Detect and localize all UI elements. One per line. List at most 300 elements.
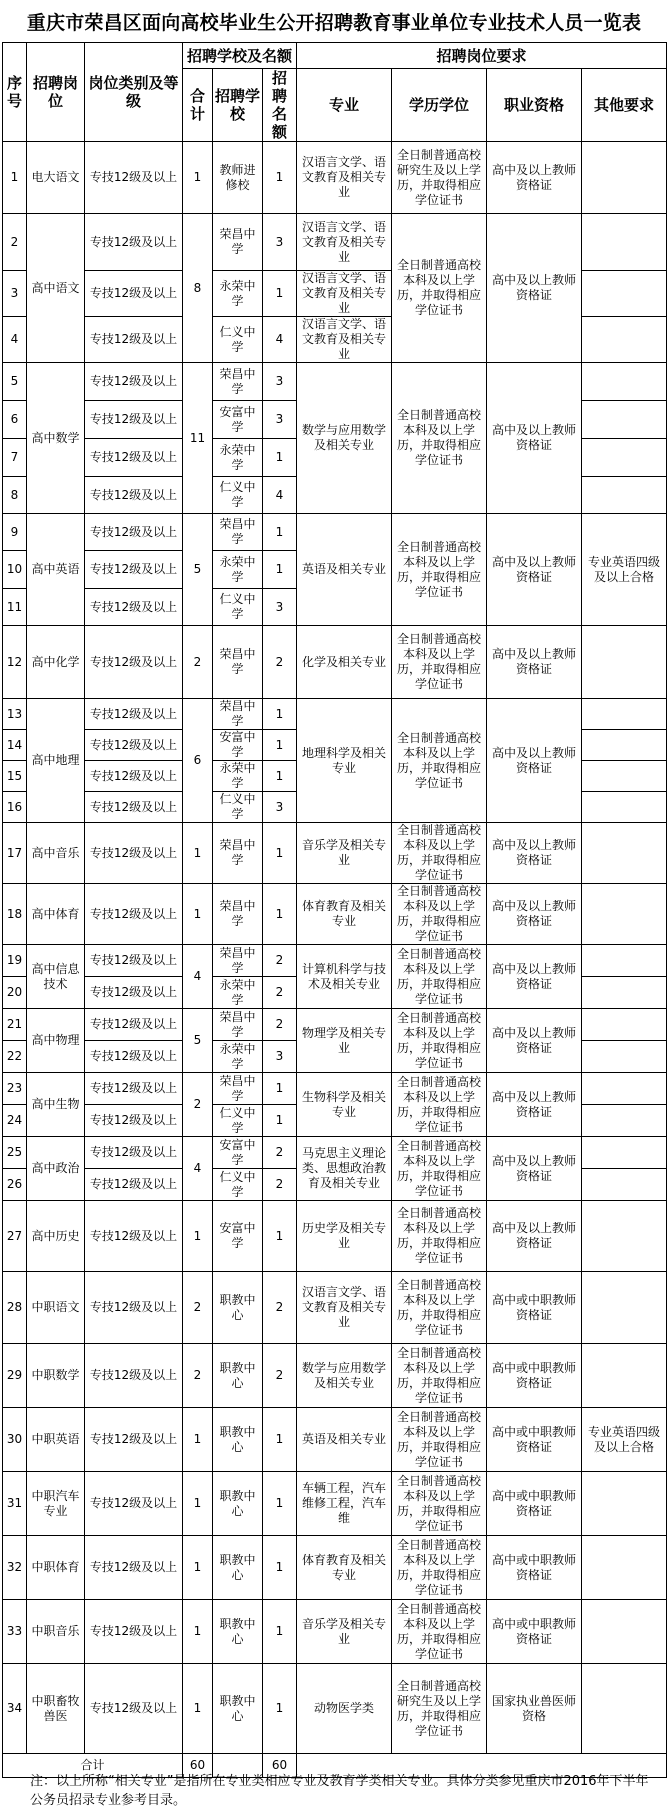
- quota-cell: 1: [263, 439, 297, 477]
- degree-cell: 全日制普通高校本科及以上学历，并取得相应学位证书: [392, 363, 487, 514]
- total-cell: 2: [183, 626, 213, 699]
- seq-cell: 3: [3, 271, 27, 317]
- quota-cell: 3: [263, 589, 297, 626]
- category-cell: 专技12级及以上: [85, 401, 183, 439]
- major-cell: 数学与应用数学及相关专业: [297, 363, 392, 514]
- header-position: 招聘岗位: [27, 43, 85, 142]
- quota-cell: 1: [263, 1664, 297, 1754]
- other-cell: [582, 977, 667, 1009]
- category-cell: 专技12级及以上: [85, 439, 183, 477]
- quota-cell: 2: [263, 945, 297, 977]
- position-cell: 高中历史: [27, 1201, 85, 1272]
- other-cell: [582, 1272, 667, 1344]
- category-cell: 专技12级及以上: [85, 730, 183, 761]
- school-cell: 安富中学: [213, 401, 263, 439]
- qualification-cell: 高中及以上教师资格证: [487, 1009, 582, 1073]
- major-cell: 音乐学及相关专业: [297, 823, 392, 884]
- seq-cell: 31: [3, 1472, 27, 1536]
- quota-cell: 3: [263, 214, 297, 271]
- major-cell: 汉语言文学、语文教育及相关专业: [297, 1272, 392, 1344]
- major-cell: 物理学及相关专业: [297, 1009, 392, 1073]
- table-row: [3, 1272, 667, 1344]
- category-cell: 专技12级及以上: [85, 945, 183, 977]
- header-seq: 序号: [3, 43, 27, 142]
- category-cell: 专技12级及以上: [85, 1169, 183, 1201]
- total-cell: 2: [183, 1272, 213, 1344]
- major-cell: 化学及相关专业: [297, 626, 392, 699]
- school-cell: 仁义中学: [213, 1105, 263, 1137]
- school-cell: 职教中心: [213, 1272, 263, 1344]
- position-cell: 高中物理: [27, 1009, 85, 1073]
- seq-cell: 17: [3, 823, 27, 884]
- qualification-cell: 高中及以上教师资格证: [487, 363, 582, 514]
- position-cell: 中职体育: [27, 1536, 85, 1600]
- quota-cell: 3: [263, 363, 297, 401]
- position-cell: 高中地理: [27, 699, 85, 823]
- seq-cell: 26: [3, 1169, 27, 1201]
- position-cell: 高中数学: [27, 363, 85, 514]
- seq-cell: 29: [3, 1344, 27, 1408]
- quota-cell: 1: [263, 1073, 297, 1105]
- table-row: [3, 699, 667, 730]
- category-cell: 专技12级及以上: [85, 761, 183, 792]
- total-cell: 11: [183, 363, 213, 514]
- seq-cell: 8: [3, 477, 27, 514]
- category-cell: 专技12级及以上: [85, 1137, 183, 1169]
- degree-cell: 全日制普通高校研究生及以上学历，并取得相应学位证书: [392, 142, 487, 214]
- major-cell: 汉语言文学、语文教育及相关专业: [297, 142, 392, 214]
- table-row: [3, 1536, 667, 1600]
- other-cell: [582, 699, 667, 730]
- other-cell: [582, 1344, 667, 1408]
- seq-cell: 19: [3, 945, 27, 977]
- qualification-cell: 高中及以上教师资格证: [487, 142, 582, 214]
- total-cell: 5: [183, 1009, 213, 1073]
- school-cell: 职教中心: [213, 1664, 263, 1754]
- seq-cell: 10: [3, 551, 27, 589]
- category-cell: 专技12级及以上: [85, 551, 183, 589]
- category-cell: 专技12级及以上: [85, 214, 183, 271]
- school-cell: 荣昌中学: [213, 699, 263, 730]
- major-cell: 英语及相关专业: [297, 1408, 392, 1472]
- category-cell: 专技12级及以上: [85, 1408, 183, 1472]
- other-cell: [582, 477, 667, 514]
- summary-total: 60: [183, 1754, 213, 1778]
- total-cell: 1: [183, 1600, 213, 1664]
- quota-cell: 2: [263, 1272, 297, 1344]
- table-row: [3, 1472, 667, 1536]
- summary-label: 合计: [3, 1754, 183, 1778]
- other-cell: [582, 761, 667, 792]
- qualification-cell: 高中及以上教师资格证: [487, 214, 582, 363]
- seq-cell: 20: [3, 977, 27, 1009]
- quota-cell: 1: [263, 1201, 297, 1272]
- major-cell: 车辆工程，汽车维修工程，汽车维: [297, 1472, 392, 1536]
- page-title: 重庆市荣昌区面向高校毕业生公开招聘教育事业单位专业技术人员一览表: [26, 11, 642, 34]
- table-row: [3, 214, 667, 271]
- header-major: 专业: [297, 69, 392, 142]
- degree-cell: 全日制普通高校本科及以上学历，并取得相应学位证书: [392, 214, 487, 363]
- table-row: [3, 142, 667, 214]
- other-cell: [582, 1664, 667, 1754]
- degree-cell: 全日制普通高校本科及以上学历，并取得相应学位证书: [392, 823, 487, 884]
- quota-cell: 1: [263, 271, 297, 317]
- other-cell: [582, 730, 667, 761]
- qualification-cell: 高中及以上教师资格证: [487, 1073, 582, 1137]
- category-cell: 专技12级及以上: [85, 1600, 183, 1664]
- qualification-cell: 高中或中职教师资格证: [487, 1472, 582, 1536]
- quota-cell: 4: [263, 477, 297, 514]
- school-cell: 仁义中学: [213, 589, 263, 626]
- category-cell: 专技12级及以上: [85, 977, 183, 1009]
- seq-cell: 34: [3, 1664, 27, 1754]
- seq-cell: 27: [3, 1201, 27, 1272]
- seq-cell: 4: [3, 317, 27, 363]
- total-cell: 4: [183, 945, 213, 1009]
- table-row: [3, 363, 667, 401]
- other-cell: [582, 1169, 667, 1201]
- table-body: [3, 142, 667, 1778]
- header-requirements-group: 招聘岗位要求: [297, 43, 667, 69]
- header-school-group: 招聘学校及名额: [183, 43, 297, 69]
- total-cell: 2: [183, 1344, 213, 1408]
- major-cell: 汉语言文学、语文教育及相关专业: [297, 317, 392, 363]
- quota-cell: 1: [263, 884, 297, 945]
- category-cell: 专技12级及以上: [85, 477, 183, 514]
- table-row: [3, 1137, 667, 1169]
- school-cell: 荣昌中学: [213, 945, 263, 977]
- total-cell: 1: [183, 1472, 213, 1536]
- qualification-cell: 高中及以上教师资格证: [487, 823, 582, 884]
- category-cell: 专技12级及以上: [85, 626, 183, 699]
- qualification-cell: 高中及以上教师资格证: [487, 626, 582, 699]
- position-cell: 高中化学: [27, 626, 85, 699]
- major-cell: 计算机科学与技术及相关专业: [297, 945, 392, 1009]
- quota-cell: 3: [263, 792, 297, 823]
- seq-cell: 28: [3, 1272, 27, 1344]
- category-cell: 专技12级及以上: [85, 1041, 183, 1073]
- major-cell: 汉语言文学、语文教育及相关专业: [297, 271, 392, 317]
- major-cell: 体育教育及相关专业: [297, 884, 392, 945]
- table-row: [3, 626, 667, 699]
- degree-cell: 全日制普通高校本科及以上学历，并取得相应学位证书: [392, 1536, 487, 1600]
- category-cell: 专技12级及以上: [85, 363, 183, 401]
- category-cell: 专技12级及以上: [85, 1664, 183, 1754]
- position-cell: 中职英语: [27, 1408, 85, 1472]
- school-cell: 安富中学: [213, 730, 263, 761]
- school-cell: 荣昌中学: [213, 884, 263, 945]
- table-row: [3, 1073, 667, 1105]
- position-cell: 高中政治: [27, 1137, 85, 1201]
- seq-cell: 11: [3, 589, 27, 626]
- school-cell: 荣昌中学: [213, 363, 263, 401]
- other-cell: [582, 1600, 667, 1664]
- school-cell: 职教中心: [213, 1344, 263, 1408]
- category-cell: 专技12级及以上: [85, 317, 183, 363]
- category-cell: 专技12级及以上: [85, 1105, 183, 1137]
- category-cell: 专技12级及以上: [85, 1201, 183, 1272]
- category-cell: 专技12级及以上: [85, 589, 183, 626]
- school-cell: 教师进修校: [213, 142, 263, 214]
- quota-cell: 2: [263, 1169, 297, 1201]
- table-row: [3, 1009, 667, 1041]
- other-cell: 专业英语四级及以上合格: [582, 1408, 667, 1472]
- seq-cell: 13: [3, 699, 27, 730]
- other-cell: [582, 214, 667, 271]
- degree-cell: 全日制普通高校本科及以上学历，并取得相应学位证书: [392, 1137, 487, 1201]
- other-cell: [582, 1041, 667, 1073]
- other-cell: [582, 1201, 667, 1272]
- other-cell: [582, 271, 667, 317]
- degree-cell: 全日制普通高校本科及以上学历，并取得相应学位证书: [392, 1073, 487, 1137]
- other-cell: [582, 401, 667, 439]
- quota-cell: 1: [263, 514, 297, 551]
- total-cell: 2: [183, 1073, 213, 1137]
- header-category: 岗位类别及等级: [85, 43, 183, 142]
- other-cell: [582, 1073, 667, 1105]
- school-cell: 仁义中学: [213, 477, 263, 514]
- school-cell: 永荣中学: [213, 761, 263, 792]
- seq-cell: 6: [3, 401, 27, 439]
- seq-cell: 22: [3, 1041, 27, 1073]
- total-cell: 1: [183, 1408, 213, 1472]
- seq-cell: 16: [3, 792, 27, 823]
- degree-cell: 全日制普通高校本科及以上学历，并取得相应学位证书: [392, 514, 487, 626]
- major-cell: 音乐学及相关专业: [297, 1600, 392, 1664]
- category-cell: 专技12级及以上: [85, 823, 183, 884]
- seq-cell: 7: [3, 439, 27, 477]
- quota-cell: 1: [263, 551, 297, 589]
- school-cell: 荣昌中学: [213, 823, 263, 884]
- category-cell: 专技12级及以上: [85, 514, 183, 551]
- other-cell: [582, 823, 667, 884]
- degree-cell: 全日制普通高校本科及以上学历，并取得相应学位证书: [392, 945, 487, 1009]
- qualification-cell: 高中及以上教师资格证: [487, 1201, 582, 1272]
- table-row: [3, 1664, 667, 1754]
- position-cell: 高中信息技术: [27, 945, 85, 1009]
- seq-cell: 18: [3, 884, 27, 945]
- position-cell: 中职汽车专业: [27, 1472, 85, 1536]
- seq-cell: 1: [3, 142, 27, 214]
- seq-cell: 21: [3, 1009, 27, 1041]
- header-school: 招聘学校: [213, 69, 263, 142]
- seq-cell: 32: [3, 1536, 27, 1600]
- other-cell: [582, 1536, 667, 1600]
- total-cell: 1: [183, 142, 213, 214]
- quota-cell: 1: [263, 1408, 297, 1472]
- other-cell: [582, 317, 667, 363]
- total-cell: 1: [183, 823, 213, 884]
- quota-cell: 1: [263, 1600, 297, 1664]
- category-cell: 专技12级及以上: [85, 142, 183, 214]
- qualification-cell: 高中及以上教师资格证: [487, 884, 582, 945]
- category-cell: 专技12级及以上: [85, 1472, 183, 1536]
- position-cell: 高中生物: [27, 1073, 85, 1137]
- header-other: 其他要求: [582, 69, 667, 142]
- degree-cell: 全日制普通高校本科及以上学历，并取得相应学位证书: [392, 1201, 487, 1272]
- major-cell: 动物医学类: [297, 1664, 392, 1754]
- table-row: [3, 1344, 667, 1408]
- school-cell: 职教中心: [213, 1472, 263, 1536]
- other-cell: [582, 1105, 667, 1137]
- quota-cell: 1: [263, 142, 297, 214]
- seq-cell: 30: [3, 1408, 27, 1472]
- table-row: [3, 823, 667, 884]
- degree-cell: 全日制普通高校本科及以上学历，并取得相应学位证书: [392, 1272, 487, 1344]
- category-cell: 专技12级及以上: [85, 699, 183, 730]
- category-cell: 专技12级及以上: [85, 884, 183, 945]
- header-total: 合计: [183, 69, 213, 142]
- major-cell: 英语及相关专业: [297, 514, 392, 626]
- qualification-cell: 高中及以上教师资格证: [487, 945, 582, 1009]
- other-cell: [582, 884, 667, 945]
- category-cell: 专技12级及以上: [85, 1009, 183, 1041]
- table-row: [3, 884, 667, 945]
- category-cell: 专技12级及以上: [85, 1344, 183, 1408]
- total-cell: 8: [183, 214, 213, 363]
- header-degree: 学历学位: [392, 69, 487, 142]
- table-row: [3, 1408, 667, 1472]
- school-cell: 荣昌中学: [213, 1073, 263, 1105]
- quota-cell: 2: [263, 1344, 297, 1408]
- position-cell: 中职数学: [27, 1344, 85, 1408]
- school-cell: 荣昌中学: [213, 626, 263, 699]
- qualification-cell: 高中及以上教师资格证: [487, 514, 582, 626]
- major-cell: 汉语言文学、语文教育及相关专业: [297, 214, 392, 271]
- qualification-cell: 高中或中职教师资格证: [487, 1344, 582, 1408]
- position-cell: 高中语文: [27, 214, 85, 363]
- degree-cell: 全日制普通高校本科及以上学历，并取得相应学位证书: [392, 1344, 487, 1408]
- position-cell: 高中体育: [27, 884, 85, 945]
- footnote: 注：以上所称“相关专业”是指所在专业类相应专业及教育学类相关专业。具体分类参见重庆市2016年下半年公务员招录专业参考目录。: [30, 1774, 649, 1808]
- qualification-cell: 高中及以上教师资格证: [487, 699, 582, 823]
- qualification-cell: 高中或中职教师资格证: [487, 1408, 582, 1472]
- school-cell: 职教中心: [213, 1408, 263, 1472]
- seq-cell: 15: [3, 761, 27, 792]
- quota-cell: 2: [263, 626, 297, 699]
- position-cell: 中职音乐: [27, 1600, 85, 1664]
- seq-cell: 5: [3, 363, 27, 401]
- total-cell: 6: [183, 699, 213, 823]
- degree-cell: 全日制普通高校研究生及以上学历，并取得相应学位证书: [392, 1664, 487, 1754]
- degree-cell: 全日制普通高校本科及以上学历，并取得相应学位证书: [392, 884, 487, 945]
- seq-cell: 23: [3, 1073, 27, 1105]
- category-cell: 专技12级及以上: [85, 1073, 183, 1105]
- table-row: [3, 1600, 667, 1664]
- quota-cell: 3: [263, 401, 297, 439]
- major-cell: 体育教育及相关专业: [297, 1536, 392, 1600]
- total-cell: 1: [183, 1201, 213, 1272]
- seq-cell: 12: [3, 626, 27, 699]
- school-cell: 安富中学: [213, 1201, 263, 1272]
- other-cell: [582, 1009, 667, 1041]
- school-cell: 安富中学: [213, 1137, 263, 1169]
- quota-cell: 2: [263, 1137, 297, 1169]
- quota-cell: 3: [263, 1041, 297, 1073]
- quota-cell: 1: [263, 699, 297, 730]
- major-cell: 历史学及相关专业: [297, 1201, 392, 1272]
- degree-cell: 全日制普通高校本科及以上学历，并取得相应学位证书: [392, 1472, 487, 1536]
- degree-cell: 全日制普通高校本科及以上学历，并取得相应学位证书: [392, 1600, 487, 1664]
- degree-cell: 全日制普通高校本科及以上学历，并取得相应学位证书: [392, 1408, 487, 1472]
- qualification-cell: 高中或中职教师资格证: [487, 1536, 582, 1600]
- qualification-cell: 高中或中职教师资格证: [487, 1272, 582, 1344]
- school-cell: 荣昌中学: [213, 214, 263, 271]
- summary-quota: 60: [263, 1754, 297, 1778]
- quota-cell: 1: [263, 823, 297, 884]
- school-cell: 荣昌中学: [213, 1009, 263, 1041]
- header-quota: 招聘名额: [263, 69, 297, 142]
- table-row: [3, 514, 667, 551]
- school-cell: 永荣中学: [213, 977, 263, 1009]
- other-cell: [582, 792, 667, 823]
- major-cell: 生物科学及相关专业: [297, 1073, 392, 1137]
- table-row: [3, 945, 667, 977]
- recruitment-table: [2, 42, 667, 1778]
- total-cell: 1: [183, 1664, 213, 1754]
- total-cell: 1: [183, 884, 213, 945]
- seq-cell: 14: [3, 730, 27, 761]
- seq-cell: 24: [3, 1105, 27, 1137]
- degree-cell: 全日制普通高校本科及以上学历，并取得相应学位证书: [392, 699, 487, 823]
- school-cell: 仁义中学: [213, 317, 263, 363]
- other-cell: [582, 363, 667, 401]
- other-cell: 专业英语四级及以上合格: [582, 514, 667, 626]
- quota-cell: 4: [263, 317, 297, 363]
- table-row: [3, 1201, 667, 1272]
- quota-cell: 1: [263, 761, 297, 792]
- school-cell: 永荣中学: [213, 271, 263, 317]
- school-cell: 永荣中学: [213, 1041, 263, 1073]
- degree-cell: 全日制普通高校本科及以上学历，并取得相应学位证书: [392, 626, 487, 699]
- position-cell: 电大语文: [27, 142, 85, 214]
- quota-cell: 1: [263, 1105, 297, 1137]
- other-cell: [582, 142, 667, 214]
- school-cell: 永荣中学: [213, 551, 263, 589]
- quota-cell: 2: [263, 977, 297, 1009]
- position-cell: 中职畜牧兽医: [27, 1664, 85, 1754]
- total-cell: 1: [183, 1536, 213, 1600]
- qualification-cell: 高中或中职教师资格证: [487, 1600, 582, 1664]
- quota-cell: 2: [263, 1009, 297, 1041]
- other-cell: [582, 439, 667, 477]
- school-cell: 职教中心: [213, 1600, 263, 1664]
- other-cell: [582, 1137, 667, 1169]
- position-cell: 高中音乐: [27, 823, 85, 884]
- quota-cell: 1: [263, 1472, 297, 1536]
- major-cell: 数学与应用数学及相关专业: [297, 1344, 392, 1408]
- category-cell: 专技12级及以上: [85, 1272, 183, 1344]
- major-cell: 地理科学及相关专业: [297, 699, 392, 823]
- other-cell: [582, 626, 667, 699]
- position-cell: 高中英语: [27, 514, 85, 626]
- quota-cell: 1: [263, 730, 297, 761]
- seq-cell: 33: [3, 1600, 27, 1664]
- category-cell: 专技12级及以上: [85, 792, 183, 823]
- seq-cell: 25: [3, 1137, 27, 1169]
- other-cell: [582, 945, 667, 977]
- qualification-cell: 国家执业兽医师资格: [487, 1664, 582, 1754]
- school-cell: 仁义中学: [213, 792, 263, 823]
- other-cell: [582, 1472, 667, 1536]
- category-cell: 专技12级及以上: [85, 1536, 183, 1600]
- position-cell: 中职语文: [27, 1272, 85, 1344]
- major-cell: 马克思主义理论类、思想政治教育及相关专业: [297, 1137, 392, 1201]
- quota-cell: 1: [263, 1536, 297, 1600]
- school-cell: 永荣中学: [213, 439, 263, 477]
- qualification-cell: 高中及以上教师资格证: [487, 1137, 582, 1201]
- header-qualification: 职业资格: [487, 69, 582, 142]
